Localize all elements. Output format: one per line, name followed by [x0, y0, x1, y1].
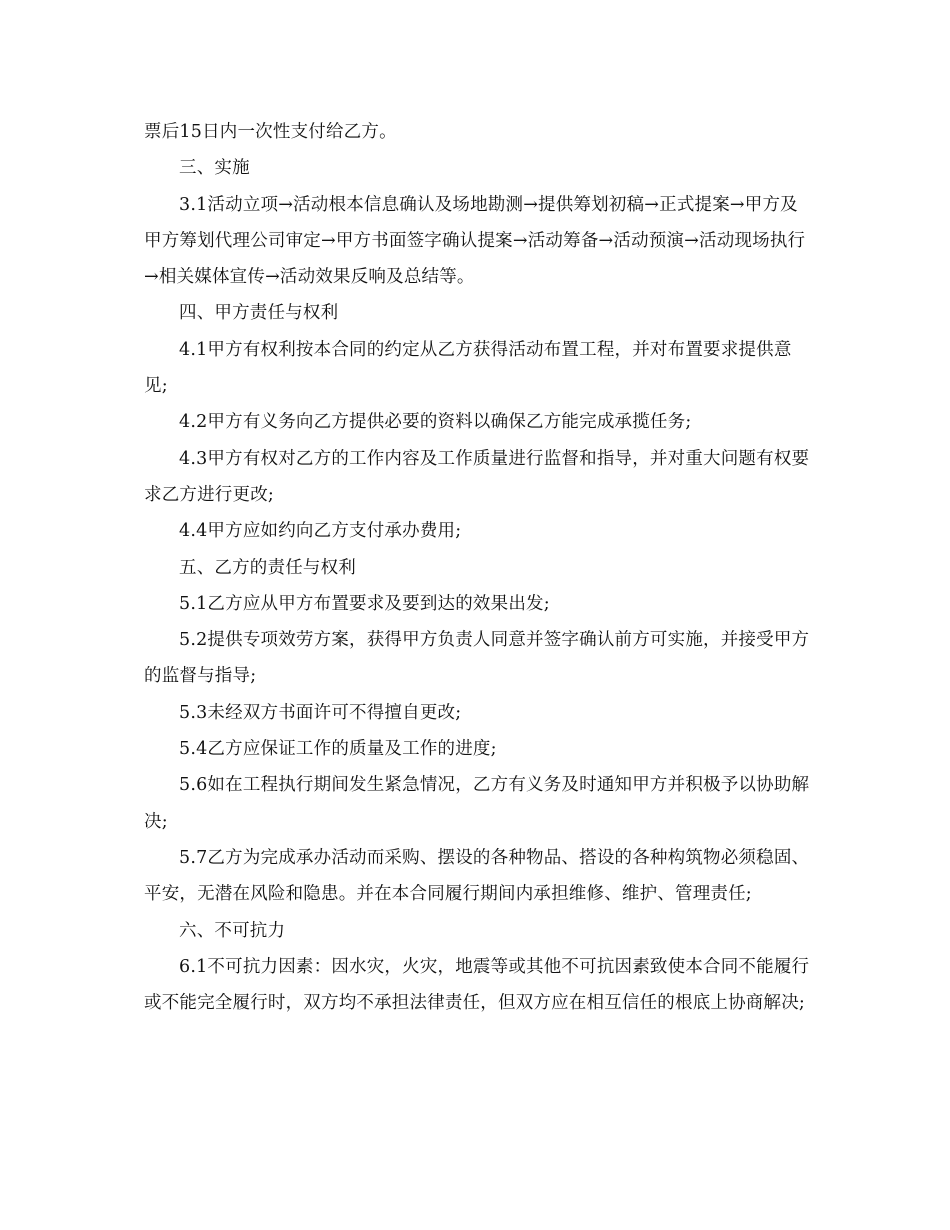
clause-5-3: 5.3未经双方书面许可不得擅自更改;	[179, 702, 462, 723]
clause-5-1: 5.1乙方应从甲方布置要求及要到达的效果出发;	[179, 593, 550, 614]
clause-4-3: 4.3甲方有权对乙方的工作内容及工作质量进行监督和指导，并对重大问题有权要求乙方进行更改;	[144, 448, 810, 505]
clause-3-1: 3.1活动立项→活动根本信息确认及场地勘测→提供筹划初稿→正式提案→甲方及甲方筹划代理公司审定→甲方书面签字确认提案→活动筹备→活动预演→活动现场执行→相关媒体宣传→活动效果反响及总结等。	[144, 194, 806, 288]
clause-5-6: 5.6如在工程执行期间发生紧急情况，乙方有义务及时通知甲方并积极予以协助解决;	[144, 775, 810, 832]
clause-4-2: 4.2甲方有义务向乙方提供必要的资料以确保乙方能完成承揽任务;	[179, 412, 692, 433]
clause-5-7: 5.7乙方为完成承办活动而采购、摆设的各种物品、搭设的各种构筑物必须稳固、平安，无潜在风险和隐患。并在本合同履行期间内承担维修、维护、管理责任;	[144, 847, 810, 905]
paragraph-payment-continuation: 票后15日内一次性支付给乙方。	[144, 122, 397, 142]
clause-6-1: 6.1不可抗力因素：因水灾，火灾，地震等或其他不可抗因素致使本合同不能履行或不能完全履行时，双方均不承担法律责任，但双方应在相互信任的根底上协商解决;	[144, 956, 810, 1014]
clause-4-1: 4.1甲方有权利按本合同的约定从乙方获得活动布置工程，并对布置要求提供意见;	[144, 339, 792, 397]
section-heading-implementation: 三、实施	[179, 158, 250, 179]
document-body	[144, 114, 814, 1021]
section-heading-party-a: 四、甲方责任与权利	[179, 303, 339, 324]
clause-4-4: 4.4甲方应如约向乙方支付承办费用;	[179, 521, 462, 542]
section-heading-party-b: 五、乙方的责任与权利	[179, 557, 356, 578]
clause-5-2: 5.2提供专项效劳方案，获得甲方负责人同意并签字确认前方可实施，并接受甲方的监督与指导;	[144, 630, 810, 687]
clause-5-4: 5.4乙方应保证工作的质量及工作的进度;	[179, 739, 497, 760]
section-heading-force-majeure: 六、不可抗力	[179, 920, 286, 941]
